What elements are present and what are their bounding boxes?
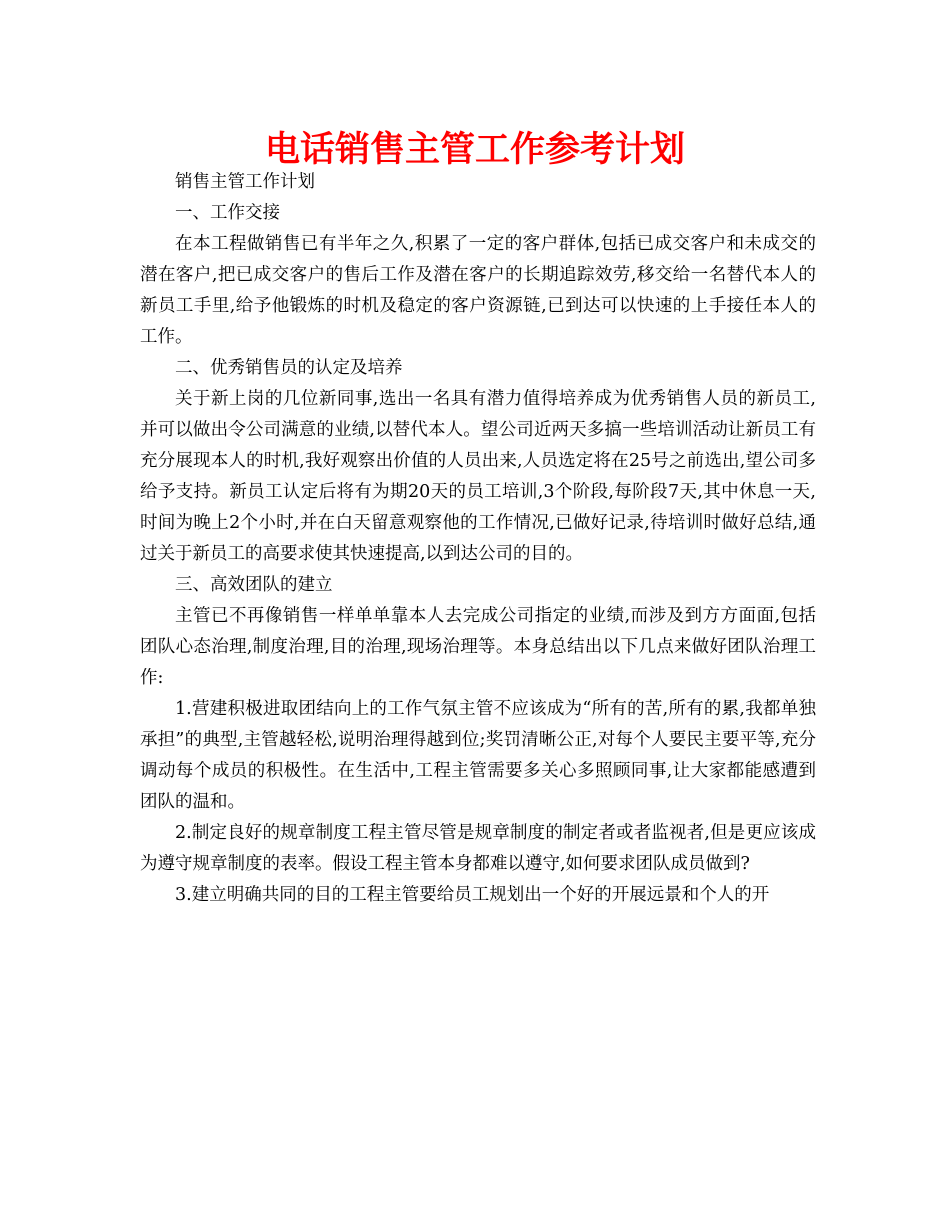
section-heading-1: 一、工作交接 xyxy=(175,203,280,223)
list-item: 2.制定良好的规章制度工程主管尽管是规章制度的制定者或者监视者,但是更应该成为遵守规章制度的表率。假设工程主管本身都难以遵守,如何要求团队成员做到? xyxy=(140,823,816,874)
paragraph: 在本工程做销售已有半年之久,积累了一定的客户群体,包括已成交客户和未成交的潜在客户,把已成交客户的售后工作及潜在客户的长期追踪效劳,移交给一名替代本人的新员工手里,给予他锻炼的时机及稳定的客户资源链,已到达可以快速的上手接任本人的工作。 xyxy=(140,234,816,347)
paragraph-subtitle: 销售主管工作计划 xyxy=(175,172,315,192)
list-item: 3.建立明确共同的目的工程主管要给员工规划出一个好的开展远景和个人的开 xyxy=(175,885,770,905)
paragraph: 关于新上岗的几位新同事,选出一名具有潜力值得培养成为优秀销售人员的新员工,并可以做出令公司满意的业绩,以替代本人。望公司近两天多搞一些培训活动让新员工有充分展现本人的时机,我好观察出价值的人员出来,人员选定将在25号之前选出,望公司多给予支持。新员工认定后将有为期20天的员工培训,3个阶段,每阶段7天,其中休息一天,时间为晚上2个小时,并在白天留意观察他的工作情况,已做好记录,待培训时做好总结,通过关于新员工的高要求使其快速提高,以到达公司的目的。 xyxy=(140,389,816,564)
section-heading-2: 二、优秀销售员的认定及培养 xyxy=(175,358,403,378)
list-item: 1.营建积极进取团结向上的工作气氛主管不应该成为“所有的苦,所有的累,我都单独承担”的典型,主管越轻松,说明治理得越到位;奖罚清晰公正,对每个人要民主要平等,充分调动每个成员的积极性。在生活中,工程主管需要多关心多照顾同事,让大家都能感遭到团队的温和。 xyxy=(140,699,816,812)
section-heading-3: 三、高效团队的建立 xyxy=(175,575,333,595)
paragraph: 主管已不再像销售一样单单靠本人去完成公司指定的业绩,而涉及到方方面面,包括团队心态治理,制度治理,目的治理,现场治理等。本身总结出以下几点来做好团队治理工作: xyxy=(140,606,816,688)
document-title: 电话销售主管工作参考计划 xyxy=(264,130,685,170)
document-body xyxy=(140,167,816,911)
